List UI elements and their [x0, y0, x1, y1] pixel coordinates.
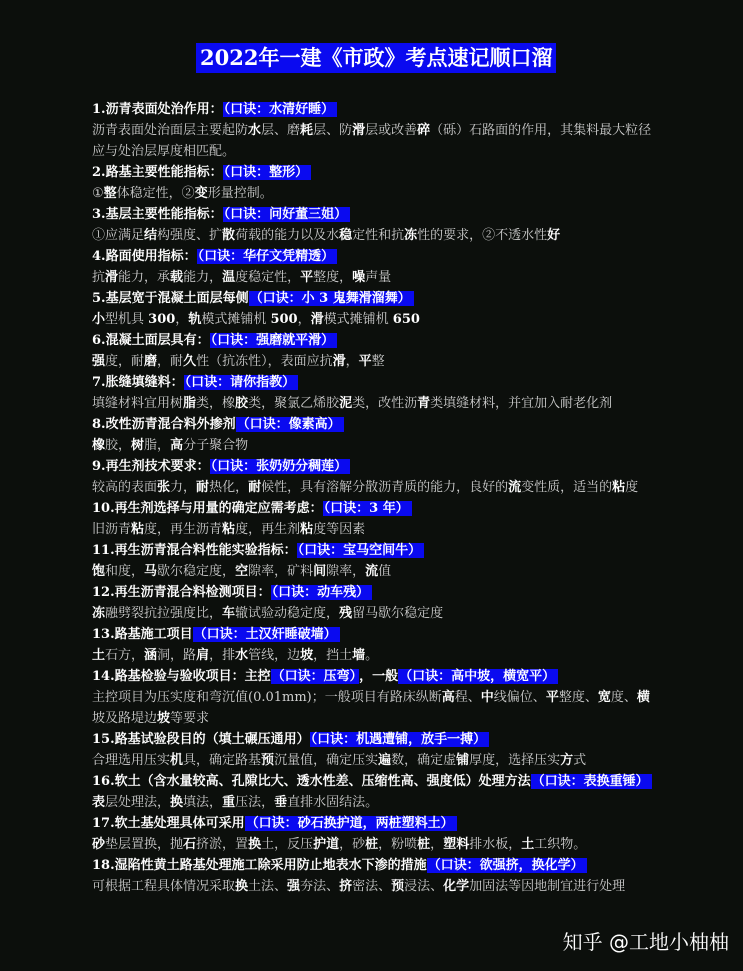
mnemonic-highlight: （口诀：砂石换护道，两桩塑料土） [245, 816, 457, 831]
body-text: 模式摊铺机 [323, 312, 393, 327]
key-character: 换 [248, 837, 262, 852]
key-character: 小 [92, 312, 106, 327]
knowledge-item [92, 162, 652, 204]
key-character: 强 [92, 354, 106, 369]
item-number: 15. [92, 732, 115, 747]
item-body [92, 750, 652, 771]
body-text: 力， [170, 480, 197, 495]
body-text: 。 [365, 648, 379, 663]
item-heading-text: 软土基处理具体可采用 [114, 816, 245, 831]
knowledge-item [92, 540, 652, 582]
key-character: 方 [560, 753, 574, 768]
item-body [92, 183, 652, 204]
item-number: 17. [92, 816, 115, 831]
item-number: 12. [92, 585, 115, 600]
page-title: 2022年一建《市政》考点速记顺口溜 [196, 43, 556, 73]
mnemonic-highlight: （口诀：像素高） [236, 417, 344, 432]
knowledge-item [92, 582, 652, 624]
body-text: 线偏位、 [493, 690, 546, 705]
knowledge-item [92, 330, 652, 372]
item-body [92, 687, 652, 729]
key-character: 脂 [183, 396, 197, 411]
body-text: （砾）石路面的作用，其集料最大粒径应与处治层厚度相匹配。 [92, 123, 652, 159]
body-text: 性的要求，②不透水性 [417, 228, 548, 243]
key-character: 粘 [222, 522, 236, 537]
mnemonic-highlight: （口诀：高中坡，横宽平） [398, 669, 558, 684]
item-body [92, 351, 652, 372]
body-text: 性（抗冻性），表面应抗 [196, 354, 333, 369]
key-character: 树 [131, 438, 145, 453]
key-character: 铺 [456, 753, 470, 768]
item-heading [92, 582, 652, 603]
key-character: 表 [92, 795, 106, 810]
body-text: 候性，具有溶解分散沥青质的能力，良好的 [261, 480, 509, 495]
knowledge-item [92, 414, 652, 456]
body-text: 类，改性沥 [352, 396, 418, 411]
body-text: 厚度，选择压实 [469, 753, 561, 768]
body-text: 挤淤，置 [196, 837, 249, 852]
key-character: 墙 [352, 648, 366, 663]
item-heading-text: 沥青表面处治作用： [105, 102, 223, 117]
item-body [92, 435, 652, 456]
key-character: 涵 [144, 648, 158, 663]
key-character: 强 [287, 879, 301, 894]
body-text: 类，聚氯乙烯胶 [248, 396, 340, 411]
item-number: 13. [92, 627, 115, 642]
body-text: ， [345, 354, 359, 369]
key-character: 砂 [92, 837, 106, 852]
body-text: 合理选用压实 [92, 753, 171, 768]
key-character: 粘 [612, 480, 626, 495]
item-heading [92, 414, 652, 435]
item-body [92, 120, 652, 162]
item-heading-text: 再生剂技术要求： [105, 459, 210, 474]
body-text: 沉量值，确定压实 [274, 753, 379, 768]
body-text: 抗 [92, 270, 106, 285]
body-text: 管线，边 [248, 648, 301, 663]
mnemonic-highlight: （口诀：表换重锤） [531, 774, 652, 789]
knowledge-item [92, 813, 652, 855]
body-text: 沥青表面处治面层主要起防 [92, 123, 249, 138]
key-character: 轨 [188, 312, 202, 327]
item-heading [92, 372, 652, 393]
key-character: 滑 [352, 123, 366, 138]
key-character: 石 [183, 837, 197, 852]
body-text: 层、防 [313, 123, 353, 138]
item-number: 2. [92, 165, 106, 180]
body-text: 隙率， [326, 564, 366, 579]
body-text: 度 [625, 480, 639, 495]
key-character: 整 [103, 186, 117, 201]
key-character: 平 [358, 354, 372, 369]
body-text: 融劈裂抗拉强度比， [105, 606, 223, 621]
item-heading-text: 再生沥青混合料检测项目： [114, 585, 271, 600]
knowledge-item [92, 624, 652, 666]
body-text: 体稳定性，② [116, 186, 195, 201]
key-character: 中 [480, 690, 494, 705]
key-character: 耗 [300, 123, 314, 138]
body-text: 直排水固结法。 [287, 795, 379, 810]
item-heading-text: 混凝土面层具有： [105, 333, 210, 348]
body-text: 土，反压 [261, 837, 314, 852]
key-character: 塑料 [443, 837, 470, 852]
mnemonic-highlight: （口诀：欲强挤，换化学） [427, 858, 587, 873]
body-text: 垫层置换，抛 [105, 837, 184, 852]
mnemonic-highlight: （口诀：小 3 鬼舞滑溜舞） [249, 291, 414, 306]
body-text: 值 [378, 564, 392, 579]
key-character: 水 [248, 123, 262, 138]
body-text: 加固法等因地制宜进行处理 [469, 879, 626, 894]
key-character: 噪 [352, 270, 366, 285]
item-number: 4. [92, 249, 106, 264]
item-heading-text: 路基主要性能指标： [105, 165, 223, 180]
body-text: 类，橡 [196, 396, 236, 411]
key-character: 坡 [300, 648, 314, 663]
body-text: 密法、 [352, 879, 392, 894]
key-character: 高 [441, 690, 455, 705]
key-character: 结 [144, 228, 158, 243]
key-character: 流 [365, 564, 379, 579]
body-text: 石方， [105, 648, 145, 663]
item-heading [92, 330, 652, 351]
key-character: 化学 [443, 879, 470, 894]
body-text: 定性和抗 [352, 228, 405, 243]
body-text: 填法， [183, 795, 223, 810]
body-text: 填缝材料宜用树 [92, 396, 184, 411]
key-character: 500 [270, 312, 298, 327]
body-text: 度，再生沥青 [144, 522, 223, 537]
item-number: 10. [92, 501, 115, 516]
body-text: 可根据工程具体情况采取 [92, 879, 236, 894]
item-heading-text: 基层宽于混凝土面层每侧 [105, 291, 249, 306]
body-text: 浸法、 [404, 879, 444, 894]
body-text: ，砂 [339, 837, 366, 852]
key-character: 散 [222, 228, 236, 243]
item-heading-text: 胀缝填缝料： [105, 375, 184, 390]
body-text: 荷载的能力以及水 [235, 228, 340, 243]
body-text: 能力，承 [118, 270, 171, 285]
item-heading [92, 99, 652, 120]
key-character: 挤 [339, 879, 353, 894]
item-number: 14. [92, 669, 115, 684]
body-text: 形量控制。 [207, 186, 273, 201]
knowledge-item [92, 288, 652, 330]
key-character: 磨 [144, 354, 158, 369]
body-text: ① [92, 186, 104, 201]
key-character: 饱 [92, 564, 106, 579]
key-character: 久 [183, 354, 197, 369]
item-body [92, 393, 652, 414]
body-text: 程、 [454, 690, 481, 705]
item-heading [92, 813, 652, 834]
body-text: 度稳定性， [235, 270, 301, 285]
key-character: 间 [313, 564, 327, 579]
key-character: 残 [339, 606, 353, 621]
item-body [92, 477, 652, 498]
body-text: 和度， [105, 564, 145, 579]
item-heading-text: 湿陷性黄土路基处理施工除采用防止地表水下渗的措施 [114, 858, 427, 873]
knowledge-item [92, 498, 652, 540]
item-heading-text: 再生剂选择与用量的确定应需考虑： [114, 501, 323, 516]
body-text: 声量 [365, 270, 392, 285]
key-character: 滑 [332, 354, 346, 369]
key-character: 土 [521, 837, 535, 852]
body-text: ， [175, 312, 189, 327]
item-heading [92, 498, 652, 519]
body-text: ，耐 [157, 354, 184, 369]
key-character: 青 [417, 396, 431, 411]
key-character: 机 [170, 753, 184, 768]
item-heading-text: 基层主要性能指标： [105, 207, 223, 222]
mnemonic-highlight: （口诀：宝马空间牛） [297, 543, 425, 558]
key-character: 滑 [310, 312, 324, 327]
body-text: 旧沥青 [92, 522, 132, 537]
body-text: 度，耐 [105, 354, 145, 369]
item-heading [92, 624, 652, 645]
body-text: ， [430, 837, 444, 852]
body-text: 能力， [183, 270, 223, 285]
item-number: 16. [92, 774, 115, 789]
mnemonic-highlight: （口诀：华仔文凭精透） [197, 249, 338, 264]
item-heading [92, 162, 652, 183]
body-text: ，排 [209, 648, 236, 663]
item-heading [92, 666, 652, 687]
item-body [92, 792, 652, 813]
key-character: 滑 [105, 270, 119, 285]
body-text: 主控项目为压实度和弯沉值(0.01mm)；一般项目有路床纵断 [92, 690, 442, 705]
item-heading-text: 软土（含水量较高、孔隙比大、透水性差、压缩性高、强度低）处理方法 [114, 774, 531, 789]
body-text: 夯法、 [300, 879, 340, 894]
mnemonic-highlight: （口诀：动车残） [271, 585, 373, 600]
key-character: 冻 [404, 228, 418, 243]
item-heading-text: 路基试验段目的（填土碾压通用） [114, 732, 310, 747]
body-text: 热化， [209, 480, 249, 495]
item-heading [92, 855, 652, 876]
item-number: 8. [92, 417, 106, 432]
key-character: 冻 [92, 606, 106, 621]
document-body [92, 99, 652, 897]
key-character: 高 [170, 438, 184, 453]
key-character: 泥 [339, 396, 353, 411]
mnemonic-highlight: （口诀：机遇遭铺，放手一搏） [310, 732, 490, 747]
mnemonic-highlight: （口诀：强磨就平滑） [210, 333, 338, 348]
mnemonic-highlight: （口诀：问好董三姐） [223, 207, 351, 222]
body-text: 等要求 [170, 711, 210, 726]
key-character: 马 [144, 564, 158, 579]
mnemonic-highlight: （口诀：压弯） [271, 669, 360, 684]
body-text: 变性质，适当的 [521, 480, 613, 495]
item-body [92, 309, 652, 330]
mnemonic-highlight: （口诀：请你指教） [184, 375, 299, 390]
body-text: 层、磨 [261, 123, 301, 138]
key-character: 预 [391, 879, 405, 894]
body-text: 分子聚合物 [183, 438, 249, 453]
item-number: 3. [92, 207, 106, 222]
body-text: 留马歇尔稳定度 [352, 606, 444, 621]
knowledge-item [92, 456, 652, 498]
mnemonic-highlight: （口诀：土汉奸睡破墙） [193, 627, 340, 642]
body-text: 隙率，矿料 [248, 564, 314, 579]
body-text: 度等因素 [313, 522, 366, 537]
body-text: 压法， [235, 795, 275, 810]
item-number: 5. [92, 291, 106, 306]
body-text: 层处理法， [105, 795, 171, 810]
key-character: 肩 [196, 648, 210, 663]
key-character: 换 [235, 879, 249, 894]
item-heading-text: 路基检验与验收项目：主控 [114, 669, 271, 684]
body-text: 模式摊铺机 [201, 312, 271, 327]
body-text: 型机具 [105, 312, 149, 327]
key-character: 橡 [92, 438, 106, 453]
body-text: 土法、 [248, 879, 288, 894]
body-text: 洞，路 [157, 648, 197, 663]
body-text: 式 [573, 753, 587, 768]
key-character: 耐 [196, 480, 210, 495]
key-character: 载 [170, 270, 184, 285]
item-heading [92, 288, 652, 309]
key-character: 土 [92, 648, 106, 663]
body-text: 工织物。 [534, 837, 587, 852]
mnemonic-highlight: （口诀：整形） [223, 165, 312, 180]
key-character: 300 [148, 312, 176, 327]
item-heading [92, 729, 652, 750]
key-character: 遍 [378, 753, 392, 768]
key-character: 车 [222, 606, 236, 621]
item-body [92, 561, 652, 582]
body-text: ，粉喷 [378, 837, 418, 852]
mnemonic-highlight: （口诀：水清好睡） [223, 102, 338, 117]
body-text: ， [297, 312, 311, 327]
key-character: 平 [300, 270, 314, 285]
item-heading-text: ，一般 [359, 669, 399, 684]
key-character: 流 [508, 480, 522, 495]
mnemonic-highlight: （口诀：3 年） [323, 501, 412, 516]
body-text: 整度、 [558, 690, 598, 705]
key-character: 坡 [157, 711, 171, 726]
knowledge-item [92, 99, 652, 162]
key-character: 碎 [417, 123, 431, 138]
key-character: 耐 [248, 480, 262, 495]
item-number: 6. [92, 333, 106, 348]
key-character: 张 [157, 480, 171, 495]
key-character: 温 [222, 270, 236, 285]
key-character: 平 [545, 690, 559, 705]
key-character: 稳 [339, 228, 353, 243]
item-heading [92, 456, 652, 477]
item-heading-text: 路面使用指标： [105, 249, 197, 264]
knowledge-item [92, 771, 652, 813]
item-heading [92, 246, 652, 267]
body-text: 整度， [313, 270, 353, 285]
knowledge-item [92, 666, 652, 729]
item-number: 1. [92, 102, 106, 117]
body-text: 数，确定虚 [391, 753, 457, 768]
body-text: 脂， [144, 438, 171, 453]
item-heading [92, 771, 652, 792]
key-character: 桩 [417, 837, 431, 852]
item-heading-text: 再生沥青混合料性能实验指标： [114, 543, 297, 558]
key-character: 650 [392, 312, 420, 327]
key-character: 宽 [597, 690, 611, 705]
body-text: 度，再生剂 [235, 522, 301, 537]
item-number: 18. [92, 858, 115, 873]
body-text: 类填缝材料，并宜加入耐老化剂 [430, 396, 613, 411]
knowledge-item [92, 372, 652, 414]
knowledge-item [92, 729, 652, 771]
mnemonic-highlight: （口诀：张奶奶分稠莲） [210, 459, 351, 474]
body-text: ，挡土 [313, 648, 353, 663]
key-character: 粘 [300, 522, 314, 537]
body-text: 歇尔稳定度， [157, 564, 236, 579]
item-heading [92, 204, 652, 225]
item-body [92, 834, 652, 855]
key-character: 胶 [235, 396, 249, 411]
item-heading [92, 540, 652, 561]
key-character: 垂 [274, 795, 288, 810]
key-character: 预 [261, 753, 275, 768]
item-body [92, 267, 652, 288]
item-body [92, 225, 652, 246]
knowledge-item [92, 246, 652, 288]
body-text: 较高的表面 [92, 480, 158, 495]
key-character: 横 [636, 690, 650, 705]
item-heading-text: 路基施工项目 [114, 627, 193, 642]
key-character: 换 [170, 795, 184, 810]
body-text: 层或改善 [365, 123, 418, 138]
item-body [92, 603, 652, 624]
key-character: 护道 [313, 837, 340, 852]
body-text: 具，确定路基 [183, 753, 262, 768]
item-body [92, 519, 652, 540]
item-number: 11. [92, 543, 115, 558]
body-text: 辙试验动稳定度， [235, 606, 340, 621]
key-character: 空 [235, 564, 249, 579]
knowledge-item [92, 204, 652, 246]
body-text: ①应满足 [92, 228, 145, 243]
key-character: 水 [235, 648, 249, 663]
watermark: 知乎 @工地小柚柚 [562, 930, 729, 954]
key-character: 重 [222, 795, 236, 810]
item-number: 7. [92, 375, 106, 390]
knowledge-item [92, 855, 652, 897]
key-character: 粘 [131, 522, 145, 537]
key-character: 好 [547, 228, 561, 243]
body-text: 整 [371, 354, 385, 369]
body-text: 构强度、扩 [157, 228, 223, 243]
body-text: 胶， [105, 438, 132, 453]
key-character: 变 [194, 186, 208, 201]
body-text: 度、 [610, 690, 637, 705]
body-text: 排水板， [469, 837, 522, 852]
item-number: 9. [92, 459, 106, 474]
item-body [92, 876, 652, 897]
key-character: 桩 [365, 837, 379, 852]
item-heading-text: 改性沥青混合料外掺剂 [105, 417, 236, 432]
item-body [92, 645, 652, 666]
body-text: 坡及路堤边 [92, 711, 158, 726]
